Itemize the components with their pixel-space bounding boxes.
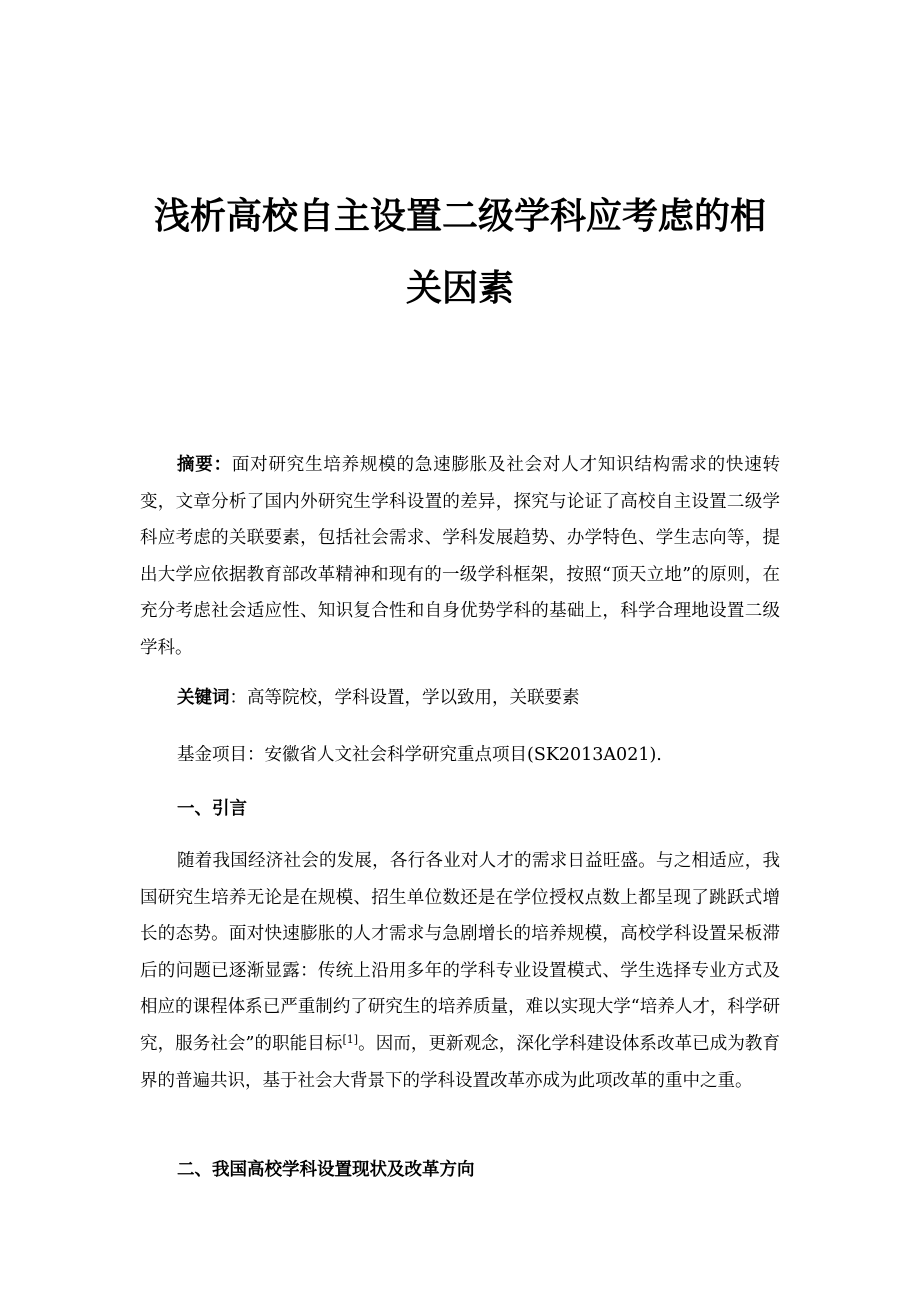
fund-paragraph (140, 737, 780, 774)
section-1-heading: 一、引言 (177, 799, 247, 819)
section-1-paragraph (140, 843, 780, 1099)
title-line-1: 浅析高校自主设置二级学科应考虑的相 (153, 196, 766, 237)
section-1-text-before: 随着我国经济社会的发展，各行各业对人才的需求日益旺盛。与之相适应，我国研究生培养无论是在规模、招生单位数还是在学位授权点数上都呈现了跳跃式增长的态势。面对快速膨胀的人才需求与急剧增长的培养规模，高校学科设置呆板滞后的问题已逐渐显露：传统上沿用多年的学科专业设置模式、学生选择专业方式及相应的课程体系已严重制约了研究生的培养质量，难以实现大学“培养人才，科学研究，服务社会”的职能目标 (140, 851, 780, 1054)
title-line-2: 关因素 (405, 268, 514, 309)
keywords-paragraph (140, 680, 780, 717)
keywords-text: ：高等院校，学科设置，学以致用，关联要素 (229, 688, 580, 708)
section-2-heading: 二、我国高校学科设置现状及改革方向 (177, 1160, 475, 1180)
document-title (100, 181, 820, 325)
citation-marker: [1] (342, 1032, 359, 1046)
abstract-label: 摘要： (177, 455, 232, 475)
keywords-label: 关键词 (177, 688, 230, 708)
section-1-text-after: 。因而，更新观念，深化学科建设体系改革已成为教育界的普遍共识，基于社会大背景下的学科设置改革亦成为此项改革的重中之重。 (140, 1033, 780, 1091)
fund-text: 基金项目：安徽省人文社会科学研究重点项目(SK2013A021). (177, 745, 662, 765)
abstract-paragraph (140, 447, 780, 667)
abstract-text: 面对研究生培养规模的急速膨胀及社会对人才知识结构需求的快速转变，文章分析了国内外研究生学科设置的差异，探究与论证了高校自主设置二级学科应考虑的关联要素，包括社会需求、学科发展趋势、办学特色、学生志向等，提出大学应依据教育部改革精神和现有的一级学科框架，按照“顶天立地”的原则，在充分考虑社会适应性、知识复合性和自身优势学科的基础上，科学合理地设置二级学科。 (140, 455, 780, 658)
